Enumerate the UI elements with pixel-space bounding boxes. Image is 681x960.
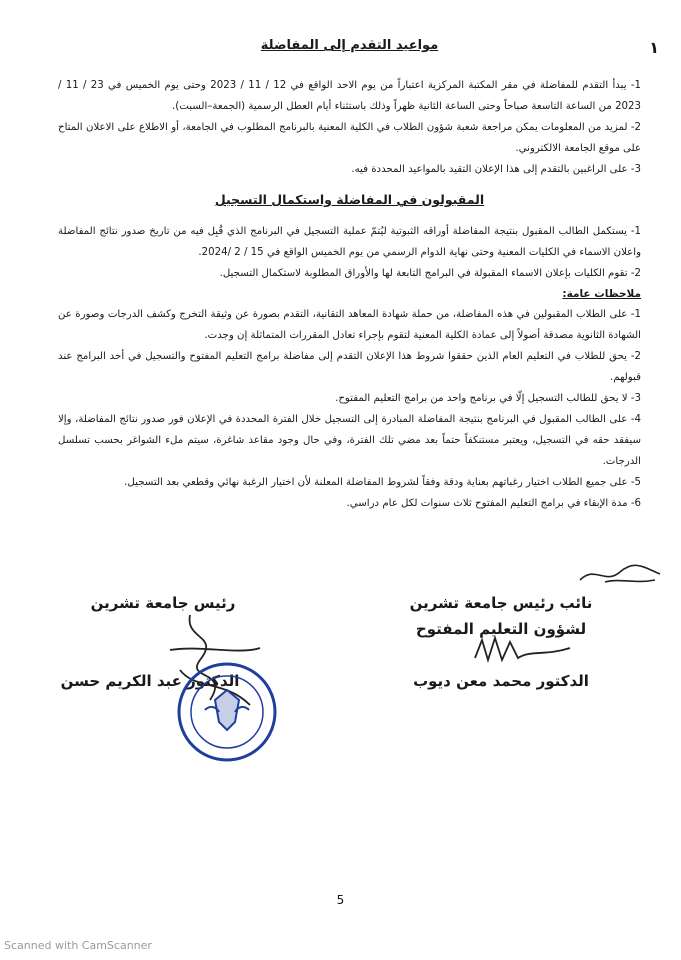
note-item-6: 6- مدة الإبقاء في برامج التعليم المفتوح ثلاث سنوات لكل عام دراسي.	[346, 498, 641, 509]
left-signatory-name: الدكتور عبد الكريم حسن	[60, 672, 240, 690]
section2-item-1: 1- يستكمل الطالب المقبول بنتيجة المفاضلة أوراقه الثبوتية ليُتمّ عملية التسجيل في البرنامج الذي قُبِل فيه من تاريخ صدور نتائج المفاضلة واعلان الاسماء في الكليات المعنية وحتى نهاية الدوام الرسمي من يوم الخميس الواقع في 15 / 2 /2024.	[58, 226, 641, 258]
page-marker: ١	[649, 38, 659, 57]
note-item-3: 3- لا يحق للطالب التسجيل إلّا في برنامج واحد من برامج التعليم المفتوح.	[335, 393, 641, 404]
notes-heading: ملاحظات عامة:	[562, 288, 641, 300]
section-2	[58, 221, 641, 284]
section-1	[58, 75, 641, 180]
signature-area	[0, 590, 681, 790]
note-item-5: 5- على جميع الطلاب اختيار رغباتهم بعناية ودقة وفقاً لشروط المفاضلة المعلنة لأن اختيار الرغبة نهائي وقطعي بعد التسجيل.	[124, 477, 641, 488]
page-number: 5	[336, 893, 345, 907]
note-item-2: 2- يحق للطلاب في التعليم العام الذين حققوا شروط هذا الإعلان التقدم إلى مفاضلة برامج التعليم المفتوح والتسجيل في أحد البرامج عند قبولهم.	[58, 351, 641, 383]
section1-item-2: 2- لمزيد من المعلومات يمكن مراجعة شعبة شؤون الطلاب في الكلية المعنية بالبرنامج المطلوب في الجامعة، أو الاطلاع على الاعلان المتاح على موقع الجامعة الالكتروني.	[58, 122, 641, 154]
note-item-4: 4- على الطالب المقبول في البرنامج بنتيجة المفاضلة المبادرة إلى التسجيل خلال الفترة المحددة في الإعلان فور صدور نتائج المفاضلة، وإلا سيفقد حقه في التسجيل، ويعتبر مستنكفاً حتماً بعد مضي تلك الفترة، وفي حال وجود مقاعد شاغرة، سيتم ملء الشواغر بحسب تسلسل الدرجات.	[58, 414, 641, 467]
right-title-line-1: نائب رئيس جامعة تشرين	[409, 594, 593, 612]
left-signatory-title: رئيس جامعة تشرين	[90, 594, 236, 612]
section1-item-1: 1- يبدأ التقدم للمفاضلة في مقر المكتبة المركزية اعتباراً من يوم الاحد الواقع في 12 / 11 / 2023 وحتى يوم الخميس في 23 / 11 / 2023 من الساعة التاسعة صباحاً وحتى الساعة الثانية ظهراً وذلك باستثناء أيام العطل الرسمية (الجمعة–السبت).	[58, 80, 641, 112]
section2-item-2: 2- تقوم الكليات بإعلان الاسماء المقبولة في البرامج التابعة لها والأوراق المطلوبة لاستكمال التسجيل.	[219, 268, 641, 279]
scanner-watermark: Scanned with CamScanner	[4, 939, 152, 952]
section-2-title: المقبولون في المفاضلة واستكمال التسجيل	[214, 192, 485, 207]
university-stamp	[175, 660, 279, 764]
notes-list	[58, 304, 641, 514]
initials-scribble	[575, 560, 665, 590]
note-item-1: 1- على الطلاب المقبولين في هذه المفاضلة، من حملة شهادة المعاهد التقانية، التقدم بصورة عن وثيقة التخرج وكشف الدرجات وصورة عن الشهادة الثانوية مصدقة أصولاً إلى عمادة الكلية المعنية لتقوم بإجراء تعادل المقررات المتماثلة إن وجدت.	[58, 309, 641, 341]
right-signatory-name: الدكتور محمد معن ديوب	[413, 672, 589, 690]
section1-item-3: 3- على الراغبين بالتقدم إلى هذا الإعلان التقيد بالمواعيد المحددة فيه.	[351, 164, 641, 175]
right-title-line-2: لشؤون التعليم المفتوح	[415, 620, 587, 638]
right-signature	[470, 630, 580, 670]
page-title: مواعيد التقدم إلى المفاضلة	[260, 38, 439, 53]
